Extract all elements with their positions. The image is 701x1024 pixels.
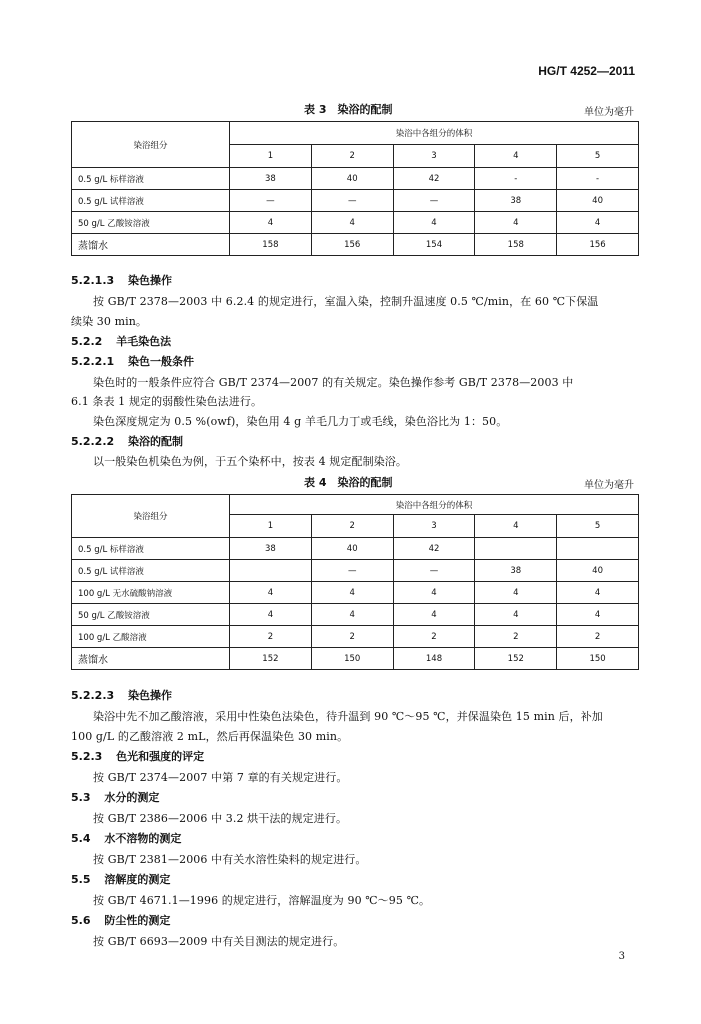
cell: 40 (557, 190, 639, 212)
cell: 150 (557, 648, 639, 670)
section-title: 羊毛染色法 (116, 335, 172, 348)
section-heading (71, 748, 204, 764)
cell: 38 (230, 538, 312, 560)
cell: 4 (311, 582, 393, 604)
section-heading (71, 433, 183, 449)
table4-header-volume: 染浴中各组分的体积 (230, 495, 639, 515)
section-number: 5.2.2.3 (71, 689, 115, 702)
section-title: 水分的测定 (104, 791, 160, 804)
row-label: 0.5 g/L 标样溶液 (72, 538, 230, 560)
cell: 40 (557, 560, 639, 582)
paragraph: 按 GB/T 2378—2003 中 6.2.4 的规定进行，室温入染，控制升温速度 0.5 ℃/min，在 60 ℃下保温 (93, 295, 599, 308)
cell: — (230, 190, 312, 212)
paragraph: 染色时的一般条件应符合 GB/T 2374—2007 的有关规定。染色操作参考 GB/T 2378—2003 中 (93, 376, 574, 389)
cell: — (311, 190, 393, 212)
cell: 4 (311, 604, 393, 626)
table4-col: 2 (311, 515, 393, 538)
cell: 2 (311, 626, 393, 648)
table4 (71, 494, 639, 670)
cell: 2 (393, 626, 475, 648)
cell: - (475, 168, 557, 190)
section-title: 染浴的配制 (128, 435, 183, 448)
table4-unit: 单位为毫升 (584, 480, 634, 491)
cell: 38 (475, 560, 557, 582)
table-row (72, 538, 639, 560)
section-heading (71, 272, 172, 288)
row-label: 50 g/L 乙酸铵溶液 (72, 604, 230, 626)
cell: 4 (557, 582, 639, 604)
table3-header-volume: 染浴中各组分的体积 (230, 122, 639, 145)
cell: 154 (393, 234, 475, 256)
paragraph: 按 GB/T 2386—2006 中 3.2 烘干法的规定进行。 (93, 812, 348, 825)
cell: 148 (393, 648, 475, 670)
cell: 4 (230, 582, 312, 604)
row-label: 0.5 g/L 试样溶液 (72, 560, 230, 582)
cell: - (557, 168, 639, 190)
section-number: 5.2.2 (71, 335, 103, 348)
section-title: 染色操作 (128, 689, 172, 702)
section-heading (71, 333, 171, 349)
table3-col: 1 (230, 145, 312, 168)
cell (557, 538, 639, 560)
section-heading (71, 687, 172, 703)
cell: 152 (230, 648, 312, 670)
table-row (72, 234, 639, 256)
paragraph: 按 GB/T 2381—2006 中有关水溶性染料的规定进行。 (93, 853, 367, 866)
table-row (72, 212, 639, 234)
section-number: 5.6 (71, 914, 91, 927)
cell: 2 (475, 626, 557, 648)
paragraph: 按 GB/T 2374—2007 中第 7 章的有关规定进行。 (93, 771, 348, 784)
section-number: 5.2.2.2 (71, 435, 115, 448)
cell: 150 (311, 648, 393, 670)
cell: 2 (557, 626, 639, 648)
row-label: 50 g/L 乙酸铵溶液 (72, 212, 230, 234)
table-row (72, 190, 639, 212)
cell: — (311, 560, 393, 582)
cell (475, 538, 557, 560)
row-label: 100 g/L 乙酸溶液 (72, 626, 230, 648)
table3-col: 4 (475, 145, 557, 168)
section-number: 5.5 (71, 873, 91, 886)
section-heading (71, 830, 181, 846)
cell: 4 (393, 604, 475, 626)
section-heading (71, 789, 159, 805)
cell: 4 (475, 582, 557, 604)
table-row (72, 604, 639, 626)
table3-unit: 单位为毫升 (584, 107, 634, 118)
cell: 4 (230, 604, 312, 626)
table-row (72, 648, 639, 670)
cell: 158 (475, 234, 557, 256)
cell: 4 (475, 212, 557, 234)
paragraph: 100 g/L 的乙酸溶液 2 mL，然后再保温染色 30 min。 (71, 730, 349, 743)
paragraph: 染浴中先不加乙酸溶液，采用中性染色法染色，待升温到 90 ℃～95 ℃，并保温染色 15 min 后，补加 (93, 710, 603, 723)
cell: 40 (311, 538, 393, 560)
table-row (72, 168, 639, 190)
section-heading (71, 912, 170, 928)
section-number: 5.3 (71, 791, 91, 804)
section-title: 防尘性的测定 (104, 914, 171, 927)
cell: 4 (557, 604, 639, 626)
table3-col: 5 (557, 145, 639, 168)
section-title: 色光和强度的评定 (116, 750, 205, 763)
cell: — (393, 560, 475, 582)
table4-caption: 表 4 染浴的配制 (304, 476, 393, 489)
page-number: 3 (618, 951, 625, 962)
cell: 42 (393, 538, 475, 560)
table4-col: 3 (393, 515, 475, 538)
table4-col: 5 (557, 515, 639, 538)
row-label: 蒸馏水 (72, 648, 230, 670)
row-label: 0.5 g/L 试样溶液 (72, 190, 230, 212)
cell: — (393, 190, 475, 212)
cell: 156 (557, 234, 639, 256)
table3-caption: 表 3 染浴的配制 (304, 103, 393, 116)
table3-col: 3 (393, 145, 475, 168)
cell: 42 (393, 168, 475, 190)
paragraph: 以一般染色机染色为例，于五个染杯中，按表 4 规定配制染浴。 (93, 455, 407, 468)
cell: 4 (393, 212, 475, 234)
section-number: 5.2.1.3 (71, 274, 115, 287)
table-row (72, 560, 639, 582)
cell: 4 (311, 212, 393, 234)
row-label: 100 g/L 无水硫酸钠溶液 (72, 582, 230, 604)
cell: 158 (230, 234, 312, 256)
row-label: 0.5 g/L 标样溶液 (72, 168, 230, 190)
paragraph: 6.1 条表 1 规定的弱酸性染色法进行。 (71, 395, 263, 408)
section-heading (71, 353, 194, 369)
cell: 4 (475, 604, 557, 626)
standard-number: HG/T 4252—2011 (538, 64, 635, 78)
table-row (72, 626, 639, 648)
section-title: 染色一般条件 (128, 355, 194, 368)
table3-col: 2 (311, 145, 393, 168)
cell: 38 (475, 190, 557, 212)
cell: 2 (230, 626, 312, 648)
table-row (72, 582, 639, 604)
section-number: 5.4 (71, 832, 91, 845)
table4-col: 4 (475, 515, 557, 538)
cell: 4 (557, 212, 639, 234)
section-number: 5.2.2.1 (71, 355, 115, 368)
section-number: 5.2.3 (71, 750, 103, 763)
table4-col: 1 (230, 515, 312, 538)
cell: 40 (311, 168, 393, 190)
paragraph: 按 GB/T 6693—2009 中有关目测法的规定进行。 (93, 935, 345, 948)
cell: 38 (230, 168, 312, 190)
section-heading (71, 871, 170, 887)
section-title: 水不溶物的测定 (104, 832, 182, 845)
table4-header-group: 染浴组分 (72, 495, 230, 538)
paragraph: 续染 30 min。 (71, 315, 148, 328)
table3 (71, 121, 639, 256)
section-title: 染色操作 (128, 274, 172, 287)
paragraph: 按 GB/T 4671.1—1996 的规定进行，溶解温度为 90 ℃～95 ℃。 (93, 894, 431, 907)
row-label: 蒸馏水 (72, 234, 230, 256)
cell: 156 (311, 234, 393, 256)
cell: 152 (475, 648, 557, 670)
section-title: 溶解度的测定 (104, 873, 171, 886)
cell: 4 (393, 582, 475, 604)
paragraph: 染色深度规定为 0.5 %(owf)，染色用 4 g 羊毛几力丁或毛线，染色浴比为 1：50。 (93, 415, 508, 428)
cell: 4 (230, 212, 312, 234)
table3-header-group: 染浴组分 (72, 122, 230, 168)
cell (230, 560, 312, 582)
